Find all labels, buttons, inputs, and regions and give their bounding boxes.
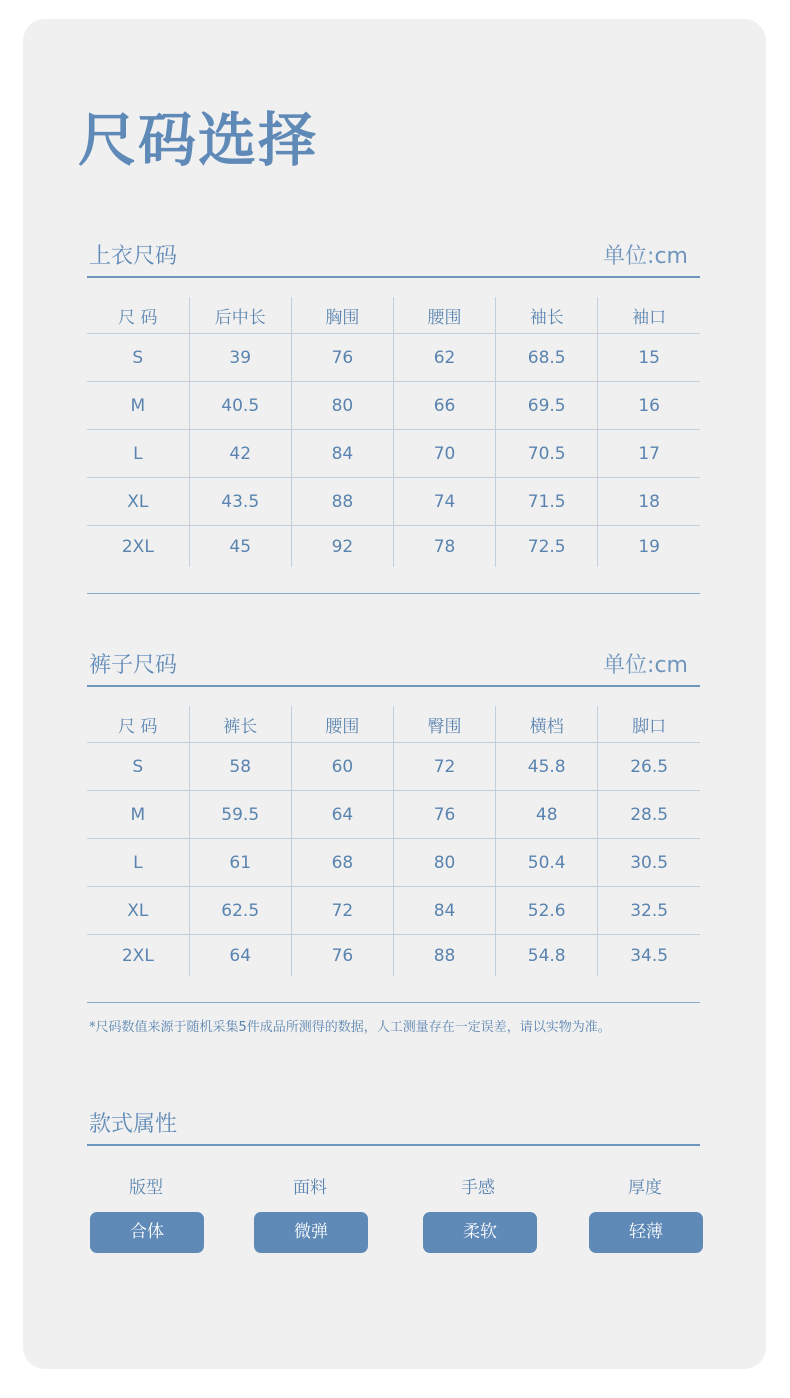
table-cell: S [87, 334, 189, 382]
table-cell: 70 [393, 430, 495, 478]
table-cell: 45.8 [496, 743, 598, 791]
table-row [87, 839, 700, 887]
table-cell: 80 [291, 382, 393, 430]
table-cell: 66 [393, 382, 495, 430]
table-cell: 76 [291, 935, 393, 977]
table-header-row [87, 297, 700, 334]
table-cell: S [87, 743, 189, 791]
table-cell: 68.5 [496, 334, 598, 382]
table-row [87, 334, 700, 382]
attr-label-thickness: 厚度 [628, 1178, 662, 1198]
table-cell: 42 [189, 430, 291, 478]
table-cell: 71.5 [496, 478, 598, 526]
table-row [87, 430, 700, 478]
size-card [23, 19, 766, 1369]
table-cell: 72 [393, 743, 495, 791]
table-cell: 26.5 [598, 743, 700, 791]
table-cell: 50.4 [496, 839, 598, 887]
table-cell: M [87, 382, 189, 430]
table-cell: 28.5 [598, 791, 700, 839]
table-cell: 40.5 [189, 382, 291, 430]
table-cell: 72.5 [496, 526, 598, 568]
header-back-length: 后中长 [189, 297, 291, 334]
table-cell: 88 [291, 478, 393, 526]
table-header-row [87, 706, 700, 743]
top-size-table [87, 297, 700, 567]
table-row [87, 935, 700, 977]
top-size-unit: 单位:cm [603, 244, 688, 269]
header-hip: 臀围 [393, 706, 495, 743]
table-cell: 62.5 [189, 887, 291, 935]
attributes-title: 款式属性 [89, 1112, 178, 1137]
table-row [87, 743, 700, 791]
attr-value-fit: 合体 [90, 1212, 204, 1253]
table-cell: 80 [393, 839, 495, 887]
header-waist: 腰围 [393, 297, 495, 334]
header-waist: 腰围 [291, 706, 393, 743]
table-cell: 84 [291, 430, 393, 478]
table-cell: 92 [291, 526, 393, 568]
table-row [87, 791, 700, 839]
table-cell: 84 [393, 887, 495, 935]
table-cell: 2XL [121, 536, 154, 557]
header-leg-opening: 脚口 [598, 706, 700, 743]
table-cell: 60 [291, 743, 393, 791]
top-table-divider [87, 593, 700, 594]
header-chest: 胸围 [291, 297, 393, 334]
table-cell: 88 [393, 935, 495, 977]
header-cuff: 袖口 [598, 297, 700, 334]
table-cell: M [87, 791, 189, 839]
table-cell: 30.5 [598, 839, 700, 887]
top-size-header [87, 238, 700, 278]
table-cell: 68 [291, 839, 393, 887]
table-cell: 62 [393, 334, 495, 382]
table-cell: 32.5 [598, 887, 700, 935]
header-sleeve-length: 袖长 [496, 297, 598, 334]
table-cell: 54.8 [496, 935, 598, 977]
header-thigh: 横档 [496, 706, 598, 743]
table-cell: 74 [393, 478, 495, 526]
attr-value-feel: 柔软 [423, 1212, 537, 1253]
table-cell: 58 [189, 743, 291, 791]
header-pants-length: 裤长 [189, 706, 291, 743]
table-cell: L [87, 430, 189, 478]
attr-label-fabric: 面料 [293, 1178, 327, 1198]
attr-label-feel: 手感 [461, 1178, 495, 1198]
table-cell: 2XL [121, 945, 154, 966]
table-cell: 61 [189, 839, 291, 887]
table-cell: 17 [598, 430, 700, 478]
table-cell: 34.5 [598, 935, 700, 977]
table-row [87, 887, 700, 935]
table-cell: 43.5 [189, 478, 291, 526]
table-cell: 64 [291, 791, 393, 839]
table-cell: 15 [598, 334, 700, 382]
table-cell: 76 [393, 791, 495, 839]
measurement-note: *尺码数值来源于随机采集5件成品所测得的数据，人工测量存在一定误差，请以实物为准。 [89, 1020, 611, 1035]
header-size: 尺 码 [87, 297, 189, 334]
top-size-title: 上衣尺码 [89, 244, 178, 269]
attr-value-fabric: 微弹 [254, 1212, 368, 1253]
table-cell: 64 [189, 935, 291, 977]
table-cell: 52.6 [496, 887, 598, 935]
attr-label-fit: 版型 [129, 1178, 163, 1198]
table-cell: 70.5 [496, 430, 598, 478]
table-cell: 19 [598, 526, 700, 568]
pants-size-header [87, 647, 700, 687]
table-cell: 18 [598, 478, 700, 526]
pants-size-table [87, 706, 700, 976]
table-row [87, 382, 700, 430]
table-cell: 72 [291, 887, 393, 935]
pants-size-unit: 单位:cm [603, 653, 688, 678]
table-cell: 69.5 [496, 382, 598, 430]
header-size: 尺 码 [87, 706, 189, 743]
table-row [87, 478, 700, 526]
table-cell: 78 [393, 526, 495, 568]
pants-size-title: 裤子尺码 [89, 653, 178, 678]
table-row [87, 526, 700, 568]
table-cell: XL [87, 478, 189, 526]
table-cell: XL [87, 887, 189, 935]
attr-value-thickness: 轻薄 [589, 1212, 703, 1253]
attributes-header [87, 1106, 700, 1146]
table-cell: 39 [189, 334, 291, 382]
table-cell: 76 [291, 334, 393, 382]
table-cell: 59.5 [189, 791, 291, 839]
table-cell: 16 [598, 382, 700, 430]
pants-table-divider [87, 1002, 700, 1003]
table-cell: L [87, 839, 189, 887]
table-cell: 45 [189, 526, 291, 568]
page-title: 尺码选择 [78, 106, 319, 174]
table-cell: 48 [496, 791, 598, 839]
